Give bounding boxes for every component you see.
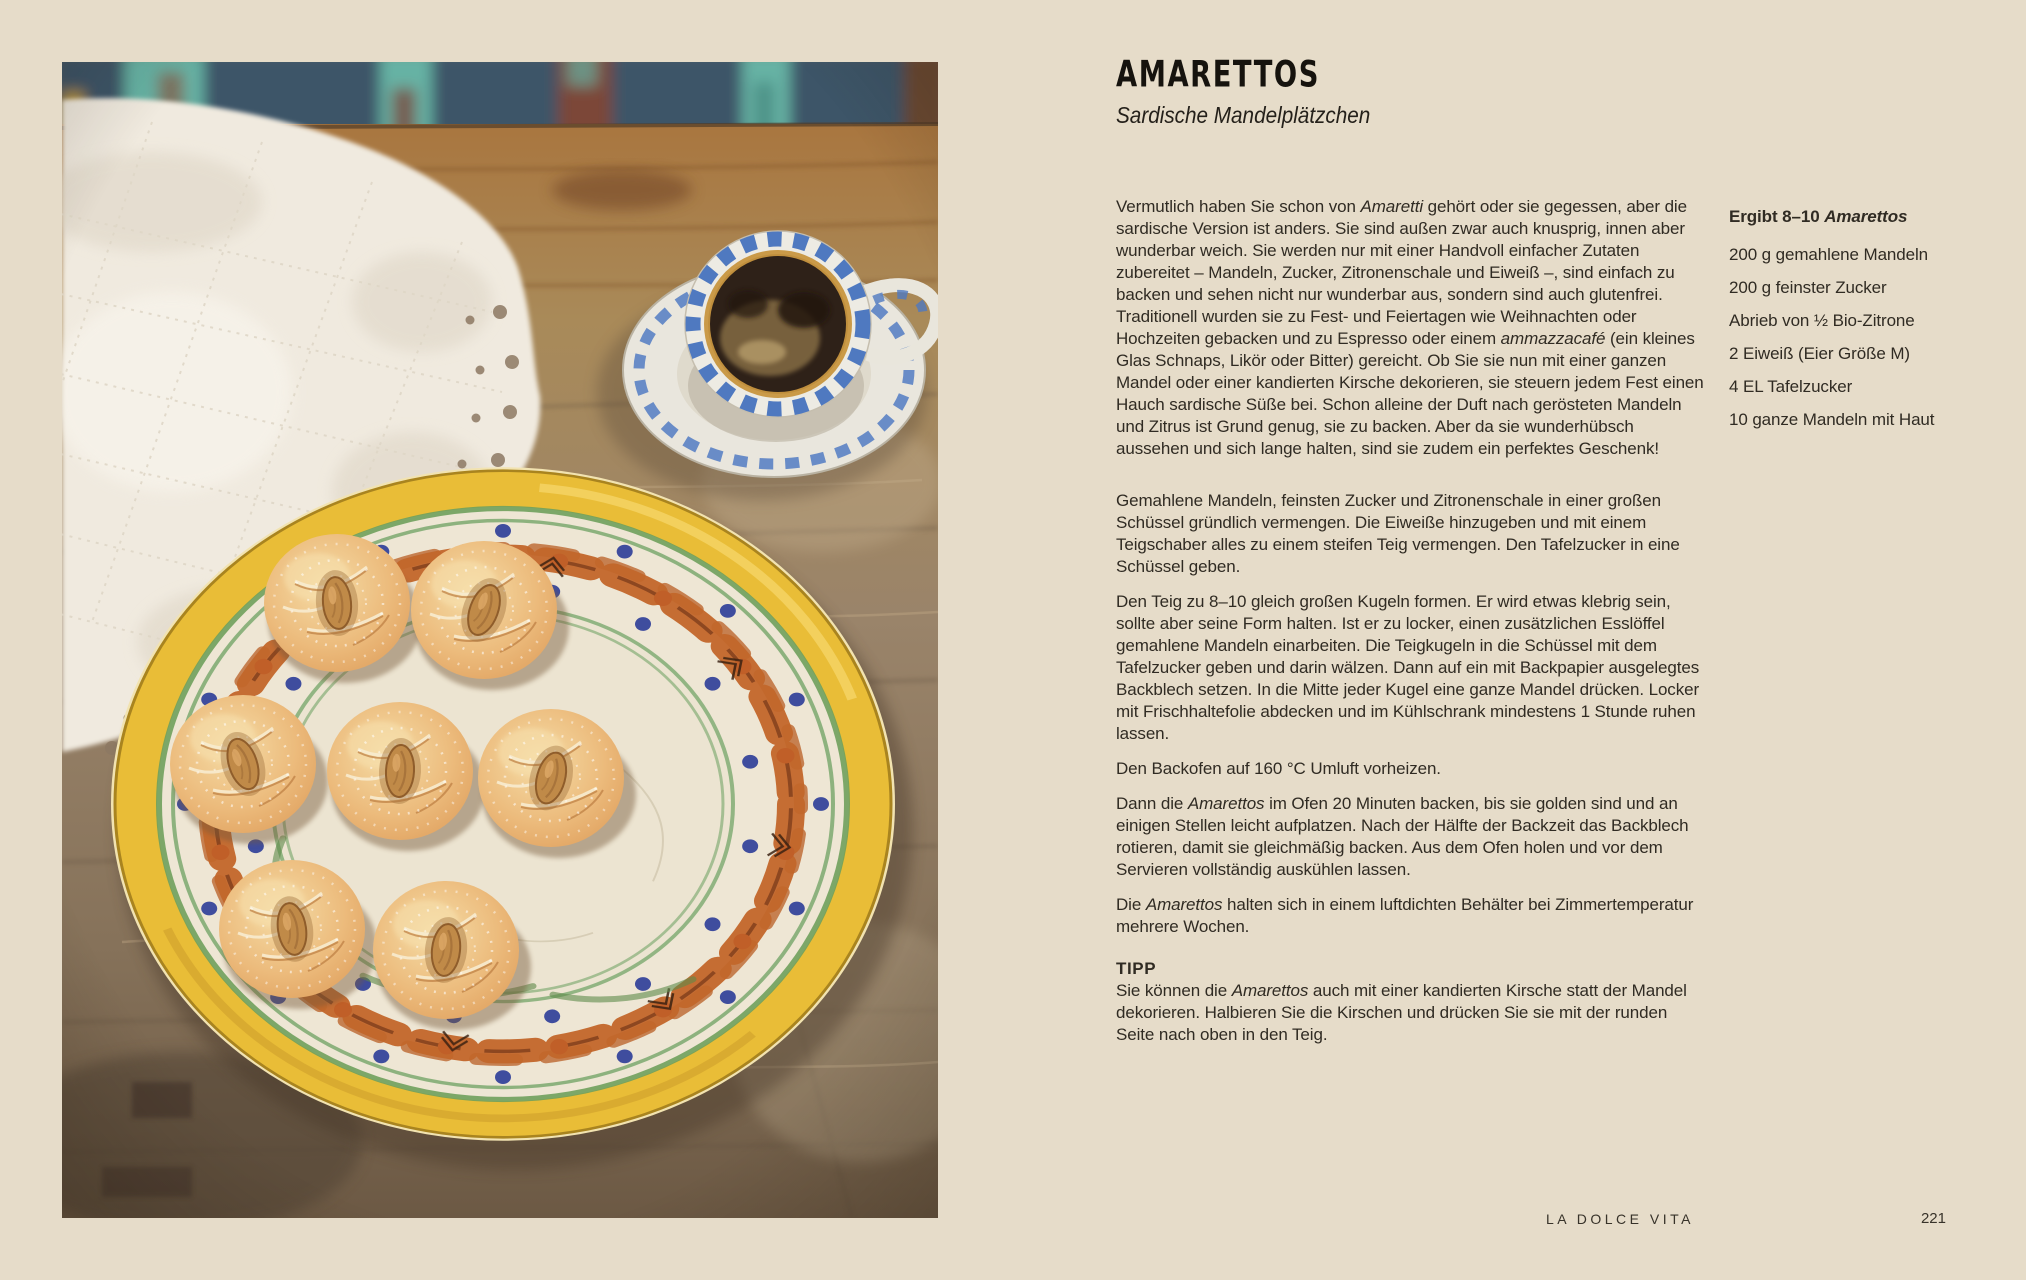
step-paragraph-1: Gemahlene Mandeln, feinsten Zucker und Zitronenschale in einer großen Schüssel gründlich vermengen. Die Eiweiße hinzugeben und mit einem Teigschaber alles zu einem steifen Teig vermengen. Den Tafelzucker in eine Schüssel geben. — [1116, 491, 1680, 576]
ingredient-item: 4 EL Tafelzucker — [1729, 377, 1853, 396]
ingredient-item: 200 g feinster Zucker — [1729, 278, 1887, 297]
tip-heading: TIPP — [1116, 959, 1157, 978]
ingredient-list — [1729, 238, 1989, 436]
ingredient-item: 10 ganze Mandeln mit Haut — [1729, 410, 1935, 429]
photo-vignette — [62, 62, 938, 1218]
step-paragraph-2: Den Teig zu 8–10 gleich großen Kugeln formen. Er wird etwas klebrig sein, sollte aber seine Form halten. Ist er zu locker, einen zusätzlichen Esslöffel gemahlene Mandeln einarbeiten. Die Teigkugeln in die Schüssel mit dem Tafelzucker geben und darin wälzen. Dann auf ein mit Backpapier ausgelegtes Backblech setzen. In die Mitte jeder Kugel eine ganze Mandel drücken. Locker mit Frischhaltefolie abdecken und im Kühlschrank mindestens 1 Stunde ruhen lassen. — [1116, 592, 1700, 743]
recipe-photo-illustration — [62, 62, 938, 1218]
ingredient-item: Abrieb von ½ Bio-Zitrone — [1729, 311, 1915, 330]
chapter-footer: LA DOLCE VITA — [1546, 1211, 1694, 1227]
ingredient-item: 200 g gemahlene Mandeln — [1729, 245, 1929, 264]
recipe-photo — [62, 62, 938, 1218]
ingredient-item: 2 Eiweiß (Eier Größe M) — [1729, 344, 1910, 363]
page-number: 221 — [1920, 1210, 1946, 1227]
tip-paragraph: Sie können die Amarettos auch mit einer kandierten Kirsche statt der Mandel dekorieren. Halbieren Sie die Kirschen und drücken Sie sie mit der runden Seite nach oben in den Teig. — [1116, 981, 1687, 1044]
recipe-title: AMARETTOS — [1116, 54, 1320, 96]
step-paragraph-5: Die Amarettos halten sich in einem luftdichten Behälter bei Zimmertemperatur mehrere Wochen. — [1116, 895, 1694, 936]
recipe-subtitle: Sardische Mandelplätzchen — [1116, 102, 1371, 128]
recipe-body — [1116, 196, 1704, 1046]
ingredients-panel — [1729, 205, 1989, 436]
step-paragraph-4: Dann die Amarettos im Ofen 20 Minuten backen, bis sie golden sind und an einigen Stellen leicht aufplatzen. Nach der Hälfte der Backzeit das Backblech rotieren, damit sie gleichmäßig backen. Aus dem Ofen holen und vor dem Servieren vollständig auskühlen lassen. — [1116, 794, 1689, 879]
step-paragraph-3: Den Backofen auf 160 °C Umluft vorheizen. — [1116, 759, 1441, 778]
yield-line: Ergibt 8–10 Amarettos — [1729, 207, 1908, 226]
intro-paragraph: Vermutlich haben Sie schon von Amaretti gehört oder sie gegessen, aber die sardische Version ist anders. Sie sind außen zwar auch knusprig, innen aber wunderbar weich. Sie werden nur mit einer Handvoll einfacher Zutaten zubereitet – Mandeln, Zucker, Zitronenschale und Eiweiß –, sind einfach zu backen und sehen nicht nur wunderbar aus, sondern sind auch glutenfrei. Traditionell wurden sie zu Fest- und Feiertagen wie Weihnachten oder Hochzeiten gebacken und zu Espresso oder einem ammazzacafé (ein kleines Glas Schnaps, Likör oder Bitter) gereicht. Ob Sie sie nun mit einer ganzen Mandel oder einer kandierten Kirsche dekorieren, sie steuern jedem Fest einen Hauch sardische Süße bei. Schon alleine der Duft nach gerösteten Mandeln und Zitrus ist Grund genug, sie zu backen. Aber da sie wunderhübsch aussehen und sich lange halten, sind sie zudem ein perfektes Geschenk! — [1116, 197, 1704, 458]
